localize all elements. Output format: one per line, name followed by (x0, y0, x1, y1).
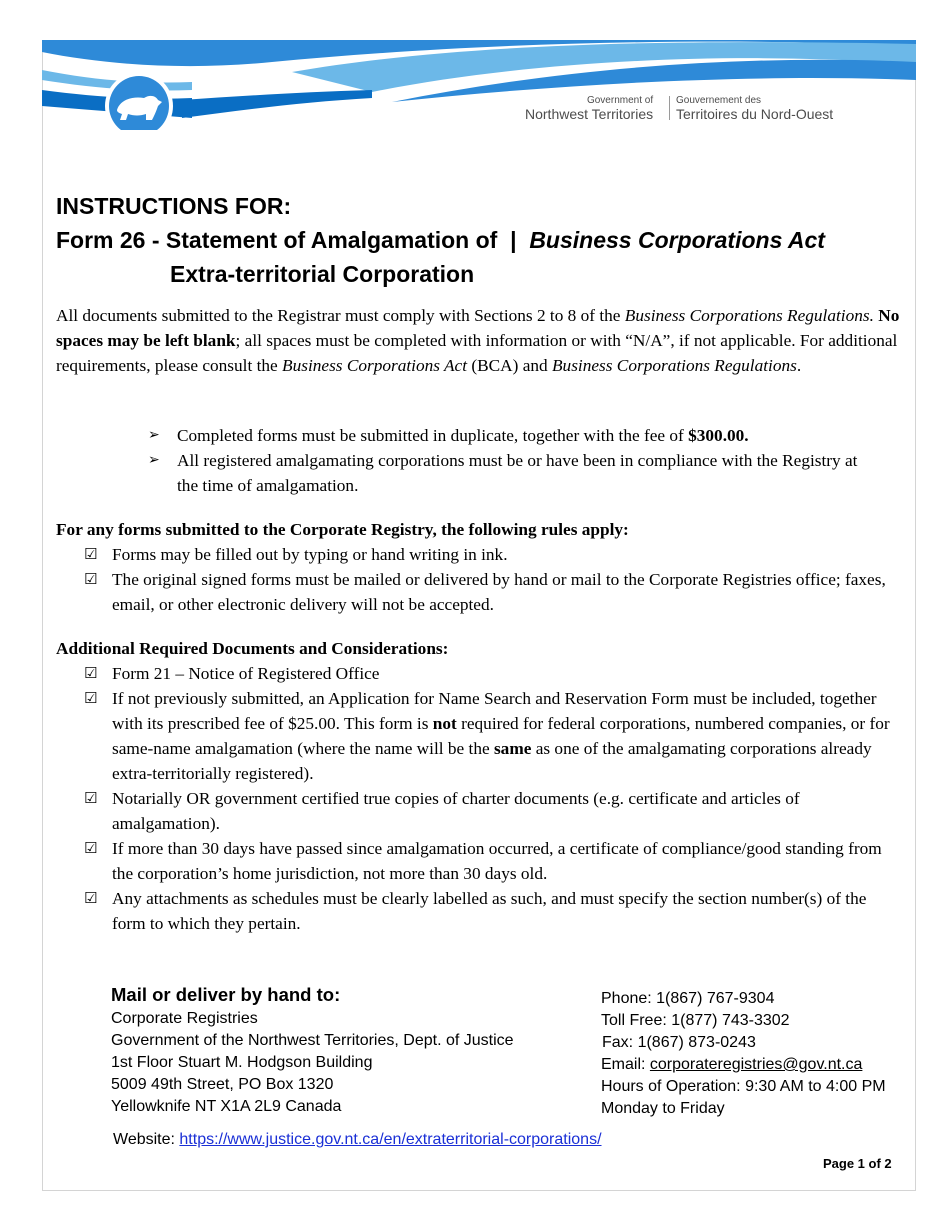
email-row (601, 1054, 886, 1076)
list-item (84, 786, 894, 836)
days: Monday to Friday (601, 1100, 725, 1117)
emphasis-same: same (493, 739, 532, 758)
address-line: Government of the Northwest Territories, Dept. of Justice (111, 1032, 514, 1049)
checkbox-checked-icon: ☑ (84, 789, 98, 807)
rules-list (84, 542, 894, 617)
gov-name-fr (676, 95, 833, 122)
mail-heading: Mail or deliver by hand to: (111, 984, 341, 1005)
title-line-1: INSTRUCTIONS FOR: (56, 193, 292, 219)
banner-wave-mid (182, 90, 372, 118)
intro-text-4: . (796, 356, 802, 375)
website-label: Website: (113, 1131, 180, 1148)
checkbox-checked-icon: ☑ (84, 689, 98, 707)
doc-text: Notarially OR government certified true copies of charter documents (e.g. certificate and articles of amalgamation). (112, 789, 800, 833)
gov-fr-big: Territoires du Nord-Ouest (676, 106, 834, 122)
requirements-list (148, 423, 868, 498)
title-separator: | (510, 227, 517, 253)
website-link[interactable]: https://www.justice.gov.nt.ca/en/extraterritorial-corporations/ (179, 1131, 602, 1148)
additional-list (84, 661, 894, 936)
gov-name-divider (669, 96, 670, 120)
doc-text: Form 21 – Notice of Registered Office (112, 664, 380, 683)
fax: Fax: 1(867) 873-0243 (602, 1034, 756, 1051)
intro-regs-2: Business Corporations Regulations (552, 356, 797, 375)
list-item (84, 686, 894, 786)
intro-paragraph (56, 303, 906, 378)
emphasis-not: not (432, 714, 457, 733)
act-name: Business Corporations Act (529, 227, 825, 253)
checkbox-checked-icon: ☑ (84, 570, 98, 588)
toll-free: Toll Free: 1(877) 743-3302 (601, 1012, 790, 1029)
doc-text: If not previously submitted, an Application for Name Search and Reservation Form must be included, together with its prescribed fee of $25.00. This form is (112, 689, 877, 733)
intro-text-2: ; all spaces must be completed with information or with “N/A”, if not applicable. For additional requirements, please consult the (56, 331, 898, 375)
fee-amount: $300.00. (688, 426, 749, 445)
additional-heading: Additional Required Documents and Considerations: (56, 639, 449, 658)
email-link[interactable]: corporateregistries@gov.nt.ca (649, 1056, 863, 1073)
list-item (84, 836, 894, 886)
list-item (148, 448, 868, 498)
intro-text-3: (BCA) and (467, 356, 552, 375)
list-item (84, 567, 894, 617)
email-label: Email: (601, 1056, 650, 1073)
address-line: 5009 49th Street, PO Box 1320 (111, 1076, 334, 1093)
phone: Phone: 1(867) 767-9304 (601, 990, 775, 1007)
rule-text: The original signed forms must be mailed or delivered by hand or mail to the Corporate Registries office; faxes, email, or other electronic delivery will not be accepted. (112, 570, 886, 614)
form-name: Form 26 - Statement of Amalgamation of (56, 227, 498, 253)
bullet-text: All registered amalgamating corporations must be or have been in compliance with the Registry at the time of amalgamation. (177, 451, 858, 495)
rule-text: Forms may be filled out by typing or hand writing in ink. (112, 545, 508, 564)
intro-act: Business Corporations Act (282, 356, 468, 375)
rules-heading: For any forms submitted to the Corporate Registry, the following rules apply: (56, 520, 629, 539)
intro-regs-1: Business Corporations Regulations. (624, 306, 874, 325)
bullet-text: Completed forms must be submitted in duplicate, together with the fee of (177, 426, 689, 445)
doc-text: as one of the amalgamating corporations already extra-territorially registered). (112, 739, 872, 783)
gov-en-small: Government of (586, 95, 654, 106)
arrow-bullet-icon: ➢ (148, 427, 160, 443)
page-number: Page 1 of 2 (823, 1156, 892, 1171)
address-line: Yellowknife NT X1A 2L9 Canada (111, 1098, 342, 1115)
checkbox-checked-icon: ☑ (84, 664, 98, 682)
doc-text: If more than 30 days have passed since amalgamation occurred, a certificate of compliance/good standing from the corporation’s home jurisdiction, not more than 30 days old. (112, 839, 882, 883)
intro-no-blank: No spaces may be left blank (56, 306, 900, 350)
doc-text: required for federal corporations, numbered companies, or for same-name amalgamation (where the name will be the (112, 714, 890, 758)
hours: Hours of Operation: 9:30 AM to 4:00 PM (601, 1078, 886, 1095)
doc-text: Any attachments as schedules must be clearly labelled as such, and must specify the section number(s) of the form to which they pertain. (112, 889, 867, 933)
list-item (84, 661, 894, 686)
arrow-bullet-icon: ➢ (148, 452, 160, 468)
list-item (84, 542, 894, 567)
intro-text-1: All documents submitted to the Registrar must comply with Sections 2 to 8 of the (56, 306, 625, 325)
gov-name-en (525, 95, 653, 122)
list-item (84, 886, 894, 936)
title-line-2 (56, 227, 825, 254)
title-line-3: Extra-territorial Corporation (170, 261, 475, 287)
list-item (148, 423, 868, 448)
website-line (113, 1131, 602, 1149)
checkbox-checked-icon: ☑ (84, 545, 98, 563)
checkbox-checked-icon: ☑ (84, 889, 98, 907)
contact-info (601, 988, 886, 1120)
address-line: 1st Floor Stuart M. Hodgson Building (111, 1054, 373, 1071)
mailing-address (111, 1008, 514, 1118)
gov-en-big: Northwest Territories (525, 106, 654, 122)
checkbox-checked-icon: ☑ (84, 839, 98, 857)
address-line: Corporate Registries (111, 1010, 258, 1027)
gov-fr-small: Gouvernement des (676, 95, 762, 106)
